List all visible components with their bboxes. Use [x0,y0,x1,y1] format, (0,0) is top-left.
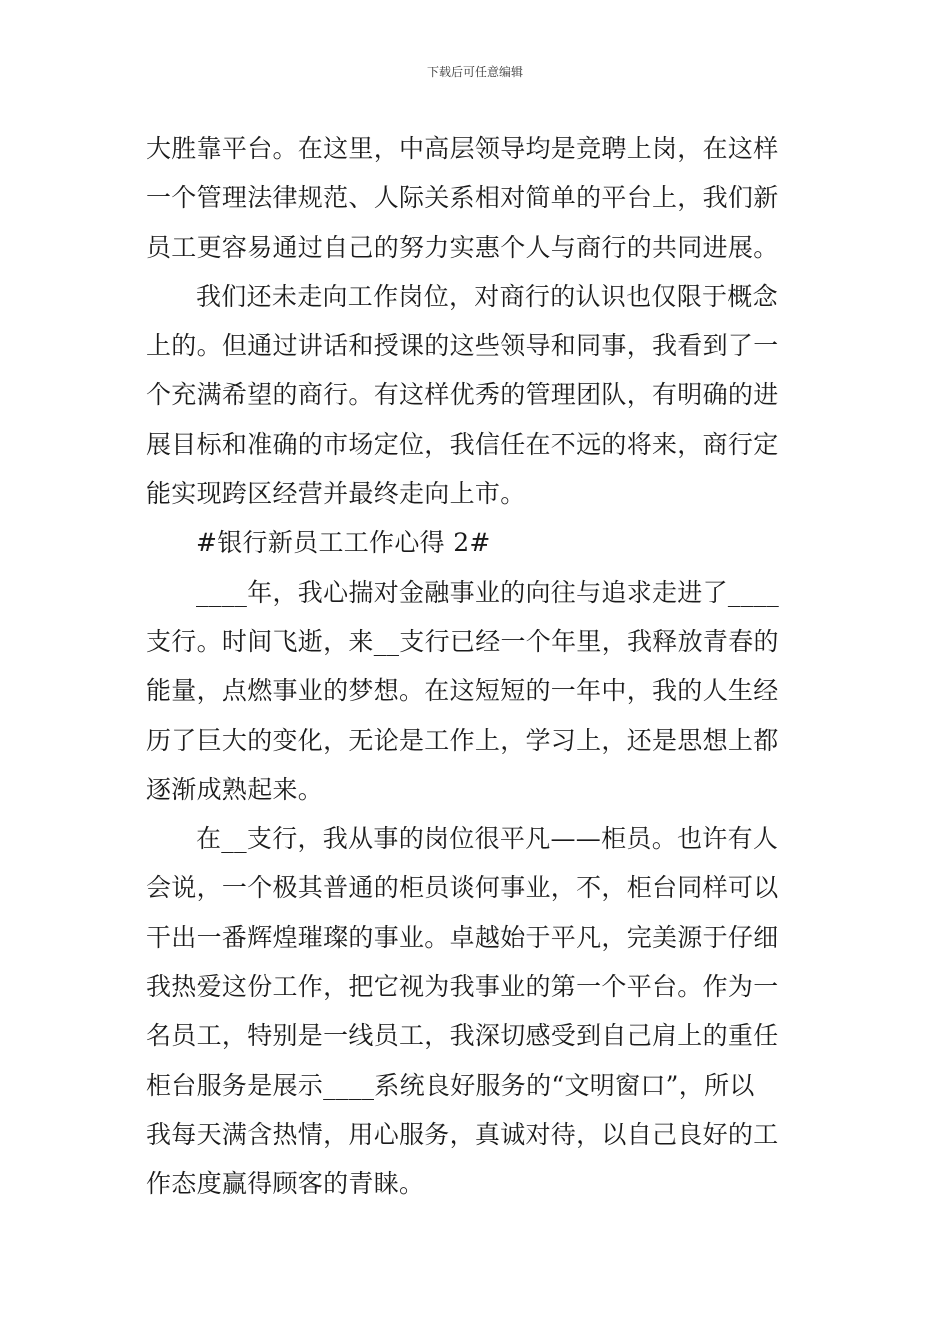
text-line: 我每天满含热情，用心服务，真诚对待，以自己良好的工 [146,1119,779,1149]
text-line: 支行。时间飞逝，来__支行已经一个年里，我释放青春的 [146,626,779,656]
text-line: 个充满希望的商行。有这样优秀的管理团队，有明确的进 [146,380,779,410]
text-line: 柜台服务是展示____系统良好服务的“文明窗口”，所以 [146,1070,755,1100]
page-header: 下载后可任意编辑 [426,65,523,79]
text-line: 一个管理法律规范、人际关系相对简单的平台上，我们新 [146,183,779,213]
text-line: 会说，一个极其普通的柜员谈何事业，不，柜台同样可以 [146,873,779,903]
paragraph-start-line: ____年，我心揣对金融事业的向往与追求走进了____ [196,577,780,607]
text-line: 员工更容易通过自己的努力实惠个人与商行的共同进展。 [146,232,779,262]
text-line: 逐渐成熟起来。 [146,774,324,804]
paragraph-start-line: 在__支行，我从事的岗位很平凡——柜员。也许有人 [196,824,779,854]
text-line: 作态度赢得顾客的青睐。 [146,1169,425,1199]
text-line: 展目标和准确的市场定位，我信任在不远的将来，商行定 [146,429,779,459]
document-body [146,124,808,1209]
text-line: 我热爱这份工作，把它视为我事业的第一个平台。作为一 [146,972,779,1002]
text-line: 名员工，特别是一线员工，我深切感受到自己肩上的重任 [146,1021,779,1051]
text-line: 大胜靠平台。在这里，中高层领导均是竞聘上岗，在这样 [146,134,779,163]
text-line: 干出一番辉煌璀璨的事业。卓越始于平凡，完美源于仔细 [146,922,779,952]
paragraph-start-line: 我们还未走向工作岗位，对商行的认识也仅限于概念 [196,281,778,311]
section-heading: #银行新员工工作心得 2# [196,528,491,558]
text-line: 上的。但通过讲话和授课的这些领导和同事，我看到了一 [146,331,779,361]
text-line: 能量，点燃事业的梦想。在这短短的一年中，我的人生经 [146,676,779,706]
text-line: 历了巨大的变化，无论是工作上，学习上，还是思想上都 [146,725,779,755]
text-line: 能实现跨区经营并最终走向上市。 [146,479,526,509]
